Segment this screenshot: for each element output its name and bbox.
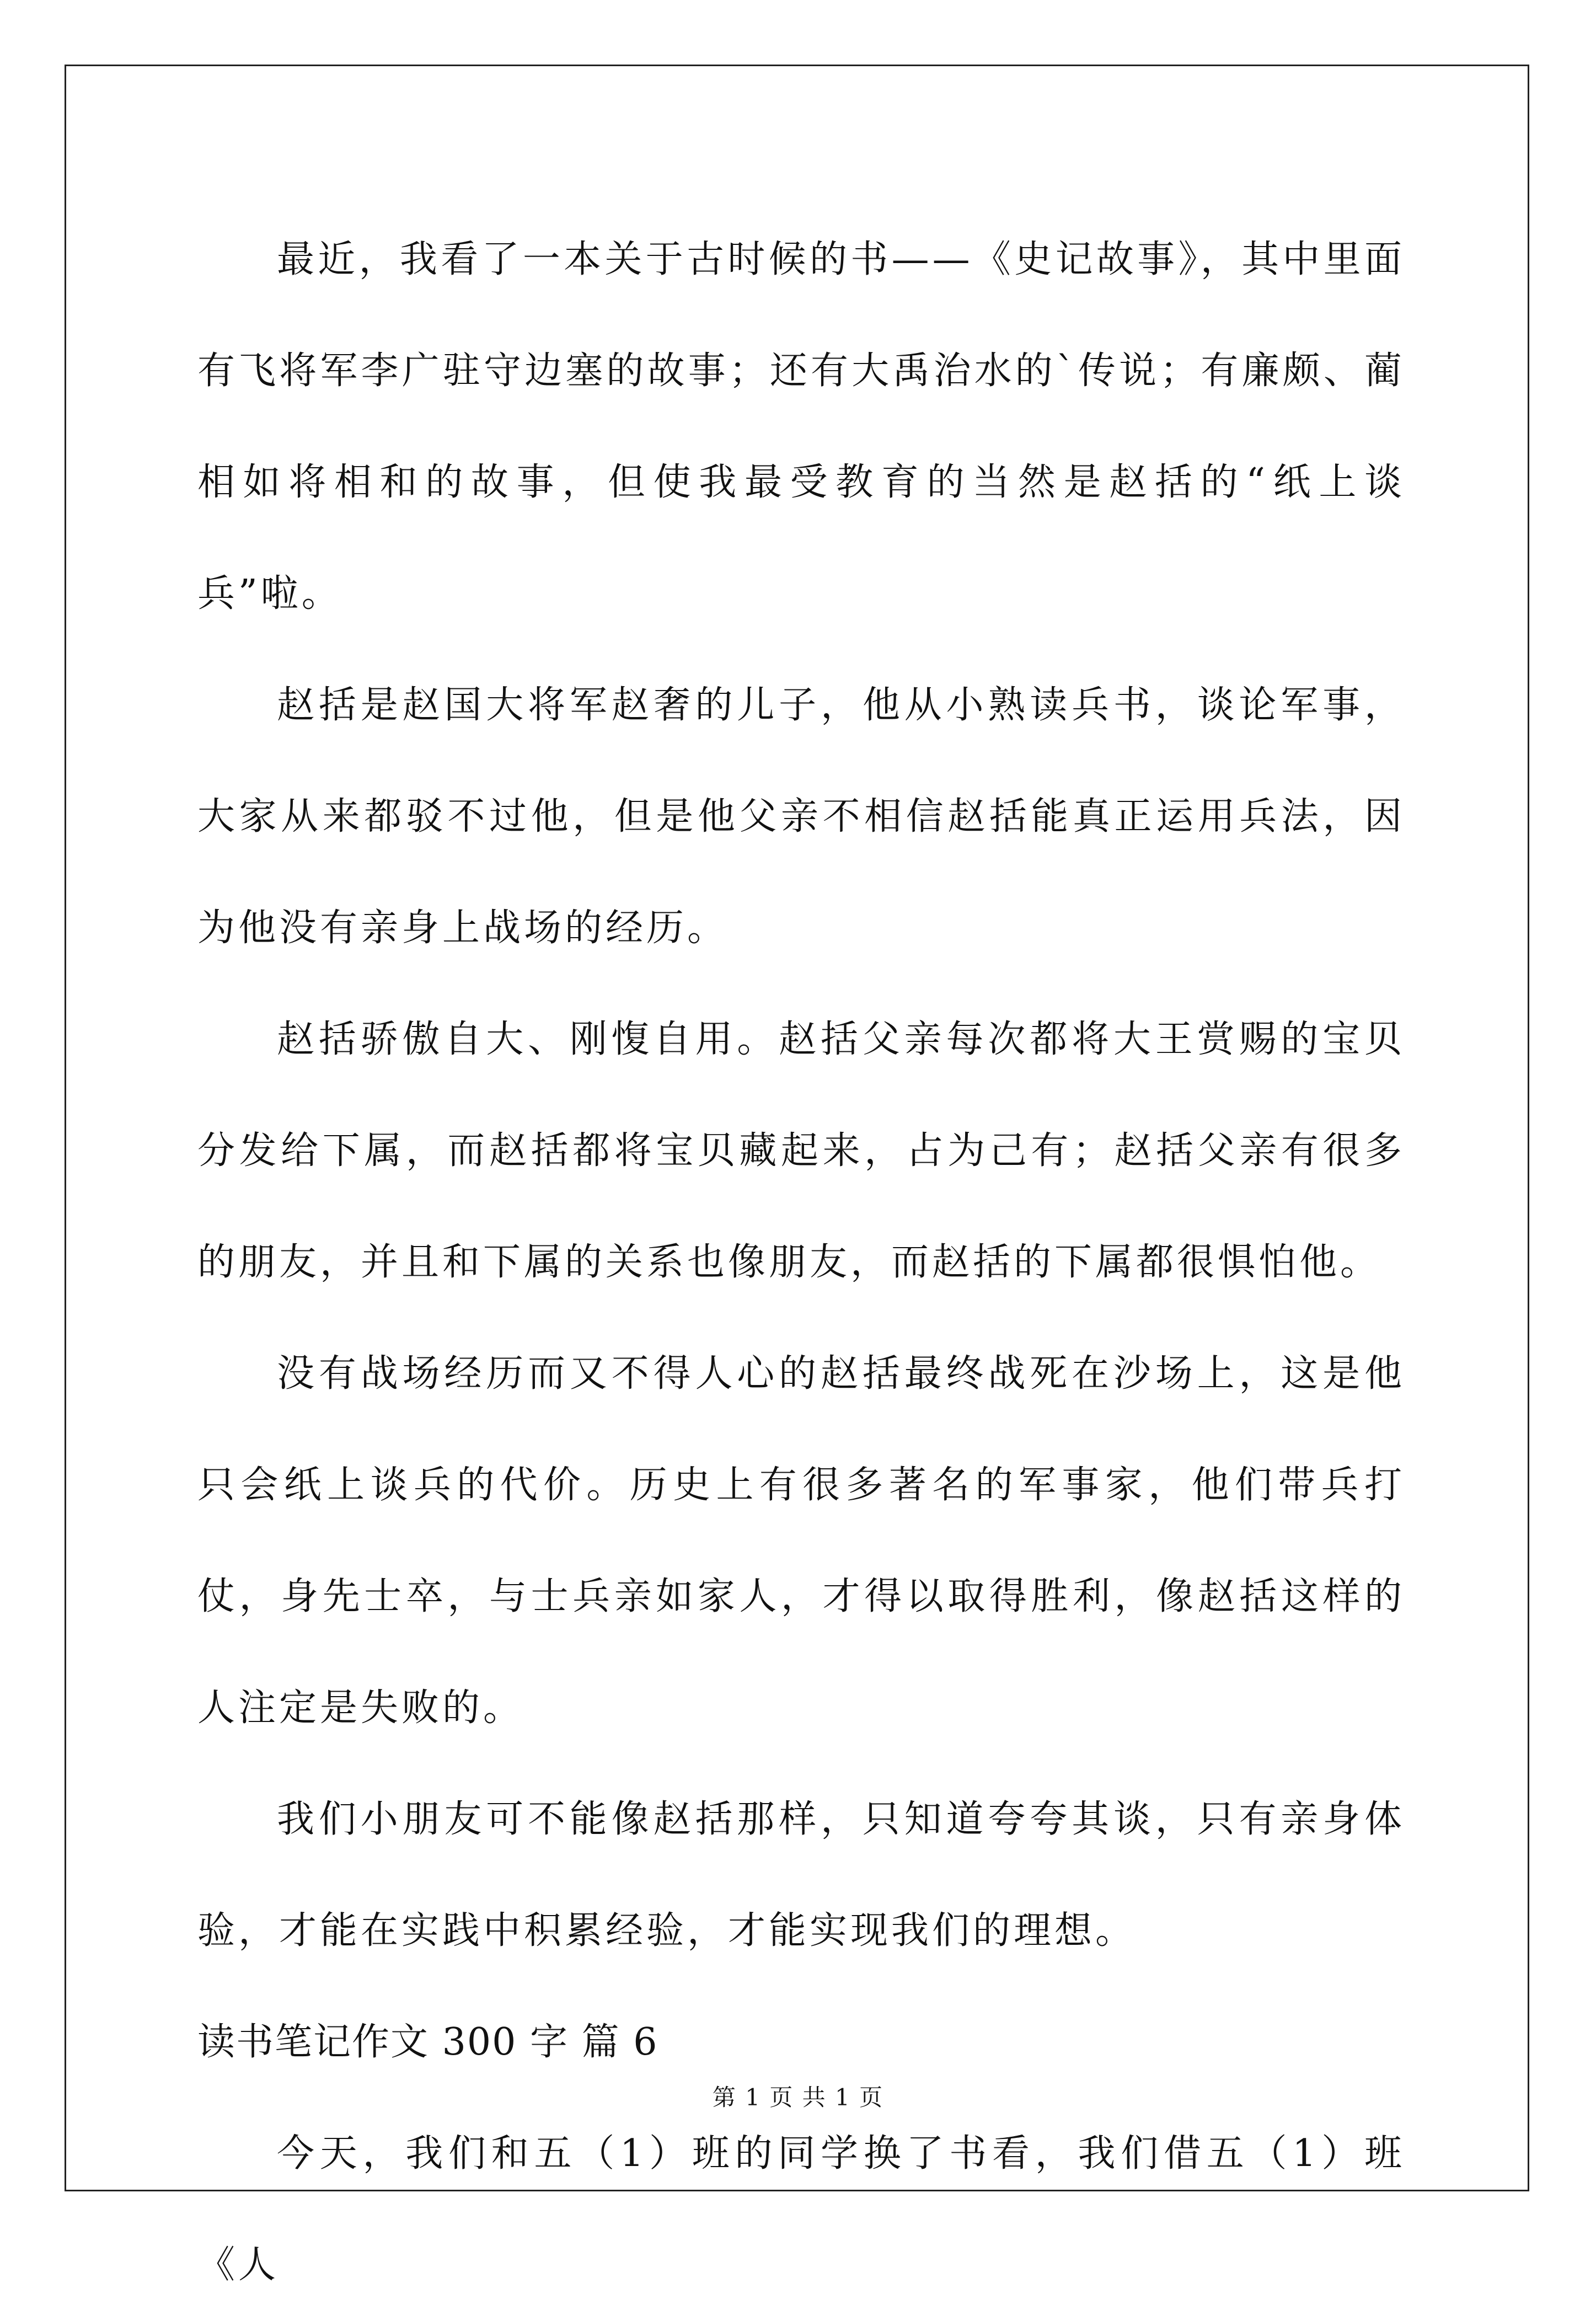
paragraph-1: 最近，我看了一本关于古时候的书——《史记故事》，其中里面有飞将军李广驻守边塞的故事；还有大禹治水的`传说；有廉颇、蔺相如将相和的故事，但使我最受教育的当然是赵括的“纸上谈兵”啦。 [197,238,1405,616]
document-body [197,204,1405,2321]
paragraph-2: 赵括是赵国大将军赵奢的儿子，他从小熟读兵书，谈论军事，大家从来都驳不过他，但是他父亲不相信赵括能真正运用兵法，因为他没有亲身上战场的经历。 [197,683,1405,950]
paragraph-4: 没有战场经历而又不得人心的赵括最终战死在沙场上，这是他只会纸上谈兵的代价。历史上有很多著名的军事家，他们带兵打仗，身先士卒，与士兵亲如家人，才得以取得胜利，像赵括这样的人注定是失败的。 [197,1352,1405,1730]
section-heading: 读书笔记作文 300 字 篇 6 [197,2020,658,2064]
page-footer: 第 1 页 共 1 页 [712,2084,884,2111]
paragraph-3: 赵括骄傲自大、刚愎自用。赵括父亲每次都将大王赏赐的宝贝分发给下属，而赵括都将宝贝藏起来，占为己有；赵括父亲有很多的朋友，并且和下属的关系也像朋友，而赵括的下属都很惧怕他。 [197,1018,1405,1284]
paragraph-5: 我们小朋友可不能像赵括那样，只知道夸夸其谈，只有亲身体验，才能在实践中积累经验，才能实现我们的理想。 [197,1798,1405,1953]
paragraph-6: 今天，我们和五（1）班的同学换了书看，我们借五（1）班《人 [197,2132,1405,2287]
